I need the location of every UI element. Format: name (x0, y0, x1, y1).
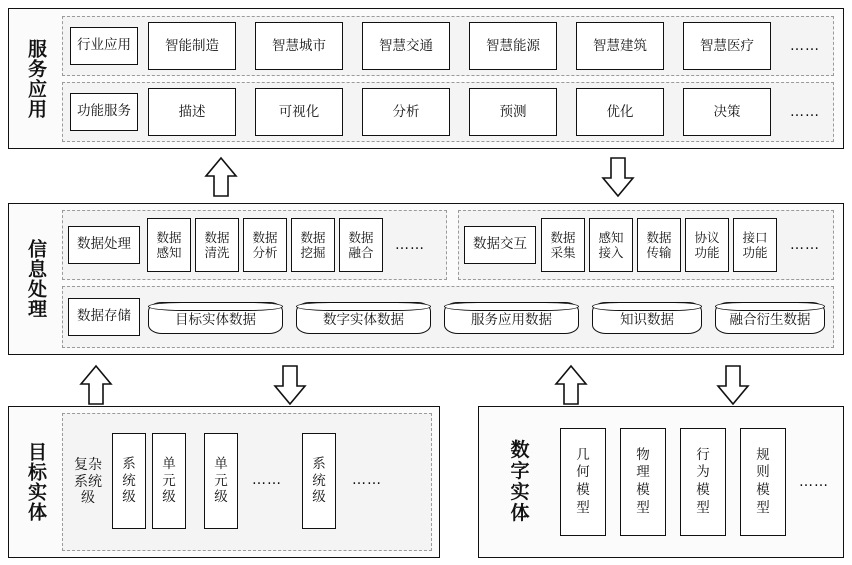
info-item-exchange-0-label: 数据采集 (550, 230, 576, 260)
storage-db-4[interactable] (715, 302, 825, 334)
info-item-processing-3-label: 数据挖掘 (300, 230, 326, 260)
complex-system-tag (68, 428, 108, 536)
service-item-function-4[interactable]: 优化 (576, 88, 664, 136)
digital-item-0-label: 几何模型 (576, 446, 590, 516)
info-item-processing-1-label: 数据清洗 (204, 230, 230, 260)
data-exchange-tag: 数据交互 (464, 226, 536, 264)
info-item-processing-1[interactable] (195, 218, 239, 272)
digital-ellipsis: …… (799, 474, 829, 490)
service-item-function-3[interactable]: 预测 (469, 88, 557, 136)
storage-db-1[interactable] (296, 302, 431, 334)
digital-item-2-label: 行为模型 (696, 446, 710, 516)
storage-db-4-label: 融合衍生数据 (729, 312, 811, 328)
info-item-processing-0-label: 数据感知 (156, 230, 182, 260)
info-item-processing-4-label: 数据融合 (348, 230, 374, 260)
info-item-exchange-1[interactable] (589, 218, 633, 272)
storage-db-3-label: 知识数据 (620, 312, 674, 328)
info-item-exchange-1-label: 感知接入 (598, 230, 624, 260)
info-item-exchange-2[interactable] (637, 218, 681, 272)
data-processing-tag: 数据处理 (68, 226, 140, 264)
info-item-exchange-3-label: 协议功能 (694, 230, 720, 260)
arrow-up-digital (553, 364, 589, 406)
data-exchange-ellipsis: …… (790, 237, 820, 253)
info-item-exchange-3[interactable] (685, 218, 729, 272)
industry-application-tag: 行业应用 (70, 27, 138, 65)
arrow-down-service (600, 156, 636, 198)
physical-item-2-label: 单元级 (214, 455, 228, 506)
physical-item-0[interactable] (112, 433, 146, 529)
info-layer-title: 信息处理 (24, 239, 47, 319)
storage-db-2[interactable] (444, 302, 579, 334)
storage-db-3[interactable] (592, 302, 702, 334)
storage-db-0-label: 目标实体数据 (175, 312, 256, 328)
physical-item-3-label: 系统级 (312, 455, 326, 506)
physical-ellipsis-inner: …… (252, 472, 282, 488)
digital-entity-title (492, 432, 548, 532)
industry-application-ellipsis: …… (790, 38, 820, 54)
info-item-processing-3[interactable] (291, 218, 335, 272)
storage-db-1-label: 数字实体数据 (323, 312, 404, 328)
digital-item-0[interactable] (560, 428, 606, 536)
data-processing-ellipsis: …… (395, 237, 425, 253)
digital-item-3[interactable] (740, 428, 786, 536)
service-item-industry-1[interactable]: 智慧城市 (255, 22, 343, 70)
storage-db-2-label: 服务应用数据 (471, 312, 552, 328)
service-item-industry-2[interactable]: 智慧交通 (362, 22, 450, 70)
physical-item-1[interactable] (152, 433, 186, 529)
service-item-industry-4[interactable]: 智慧建筑 (576, 22, 664, 70)
info-item-exchange-4-label: 接口功能 (742, 230, 768, 260)
physical-entity-title: 目标实体 (24, 442, 47, 522)
physical-ellipsis-outer: …… (352, 472, 382, 488)
functional-service-ellipsis: …… (790, 104, 820, 120)
physical-item-2[interactable] (204, 433, 238, 529)
physical-item-1-label: 单元级 (162, 455, 176, 506)
digital-entity-title-label: 数字实体 (510, 439, 530, 524)
service-item-industry-5[interactable]: 智慧医疗 (683, 22, 771, 70)
service-item-function-2[interactable]: 分析 (362, 88, 450, 136)
info-item-processing-2[interactable] (243, 218, 287, 272)
service-layer-title: 服务应用 (24, 38, 47, 119)
info-item-exchange-0[interactable] (541, 218, 585, 272)
arrow-up-physical (78, 364, 114, 406)
arrow-down-physical (272, 364, 308, 406)
info-item-exchange-4[interactable] (733, 218, 777, 272)
data-storage-tag: 数据存储 (68, 298, 140, 336)
service-item-industry-0[interactable]: 智能制造 (148, 22, 236, 70)
functional-service-tag: 功能服务 (70, 93, 138, 131)
digital-item-1-label: 物理模型 (636, 446, 650, 516)
service-item-industry-3[interactable]: 智慧能源 (469, 22, 557, 70)
service-item-function-0[interactable]: 描述 (148, 88, 236, 136)
info-item-processing-4[interactable] (339, 218, 383, 272)
digital-item-3-label: 规则模型 (756, 446, 770, 516)
info-item-processing-2-label: 数据分析 (252, 230, 278, 260)
complex-system-tag-label: 复杂系统级 (74, 456, 102, 507)
info-item-exchange-2-label: 数据传输 (646, 230, 672, 260)
digital-item-2[interactable] (680, 428, 726, 536)
service-item-function-5[interactable]: 决策 (683, 88, 771, 136)
service-item-function-1[interactable]: 可视化 (255, 88, 343, 136)
storage-db-0[interactable] (148, 302, 283, 334)
arrow-up-service (203, 156, 239, 198)
physical-item-3[interactable] (302, 433, 336, 529)
info-item-processing-0[interactable] (147, 218, 191, 272)
digital-item-1[interactable] (620, 428, 666, 536)
physical-item-0-label: 系统级 (122, 455, 136, 506)
arrow-down-digital (715, 364, 751, 406)
